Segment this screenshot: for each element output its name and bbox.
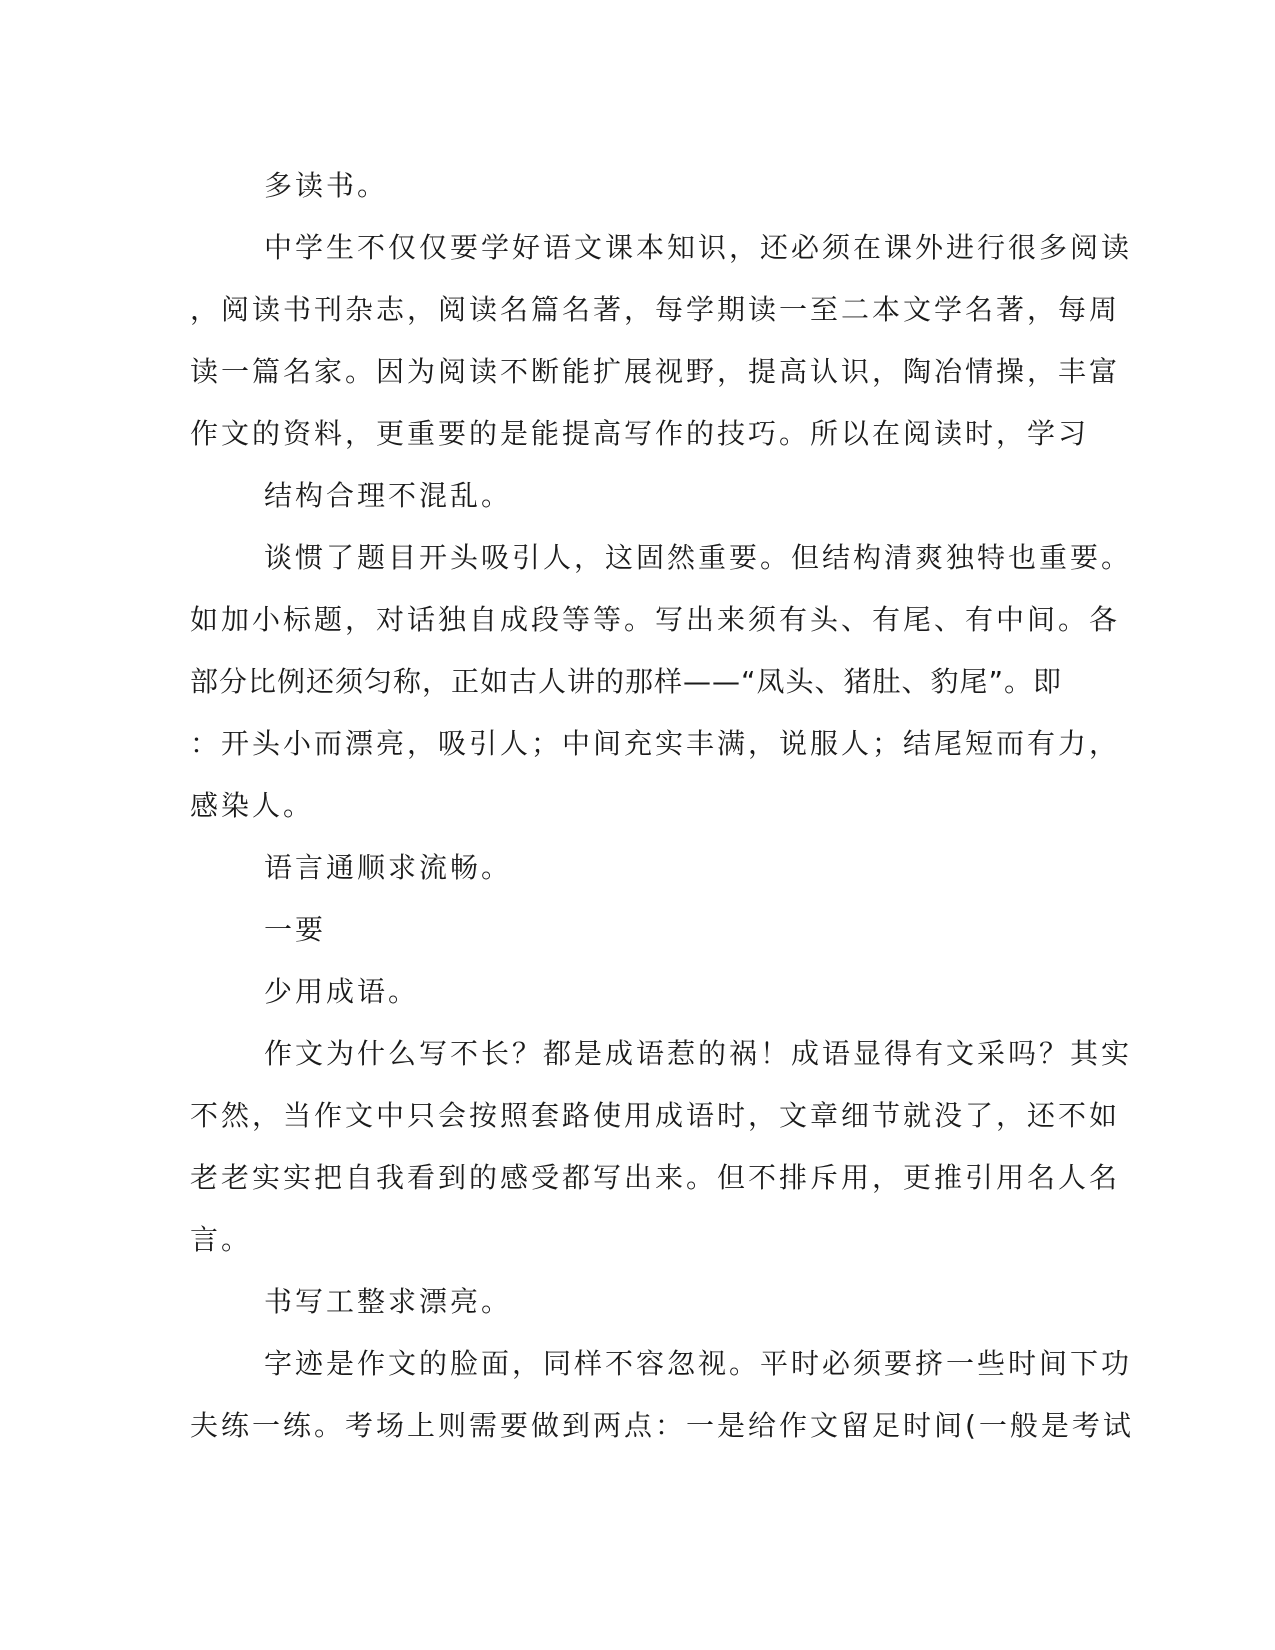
- section-heading-idioms: 少用成语。: [264, 975, 420, 1008]
- paragraph-handwriting: [190, 1333, 1134, 1457]
- text-line: 言。: [190, 1223, 253, 1256]
- text-line: 读一篇名家。因为阅读不断能扩展视野，提高认识，陶冶情操，丰富: [190, 355, 1121, 388]
- text-line: 中学生不仅仅要学好语文课本知识，还必须在课外进行很多阅读: [264, 231, 1133, 264]
- paragraph-structure: [190, 527, 1133, 837]
- text-line: 部分比例还须匀称，正如古人讲的那样——“凤头、猪肚、豹尾”。即: [190, 665, 1063, 698]
- document-body: [190, 155, 1134, 1457]
- text-line: 作文的资料，更重要的是能提高写作的技巧。所以在阅读时，学习: [190, 417, 1090, 450]
- text-line: 夫练一练。考场上则需要做到两点：一是给作文留足时间(一般是考试: [190, 1409, 1134, 1442]
- section-heading-structure: 结构合理不混乱。: [264, 479, 513, 512]
- paragraph-idioms: [190, 1023, 1133, 1271]
- text-line: 如加小标题，对话独自成段等等。写出来须有头、有尾、有中间。各: [190, 603, 1121, 636]
- paragraph-reading: [190, 217, 1133, 465]
- text-line: ：开头小而漂亮，吸引人；中间充实丰满，说服人；结尾短而有力，: [190, 727, 1121, 760]
- text-line: 谈惯了题目开头吸引人，这固然重要。但结构清爽独特也重要。: [264, 541, 1133, 574]
- section-heading-first: 一要: [264, 913, 327, 946]
- text-line: 老老实实把自我看到的感受都写出来。但不排斥用，更推引用名人名: [190, 1161, 1121, 1194]
- text-line: ，阅读书刊杂志，阅读名篇名著，每学期读一至二本文学名著，每周: [190, 293, 1121, 326]
- text-line: 不然，当作文中只会按照套路使用成语时，文章细节就没了，还不如: [190, 1099, 1121, 1132]
- text-line: 字迹是作文的脸面，同样不容忽视。平时必须要挤一些时间下功: [264, 1347, 1133, 1380]
- section-heading-language: 语言通顺求流畅。: [264, 851, 513, 884]
- section-heading-read-more: 多读书。: [264, 169, 389, 202]
- text-line: 感染人。: [190, 789, 315, 822]
- text-line: 作文为什么写不长？都是成语惹的祸！成语显得有文采吗？其实: [264, 1037, 1133, 1070]
- section-heading-handwriting: 书写工整求漂亮。: [264, 1285, 513, 1318]
